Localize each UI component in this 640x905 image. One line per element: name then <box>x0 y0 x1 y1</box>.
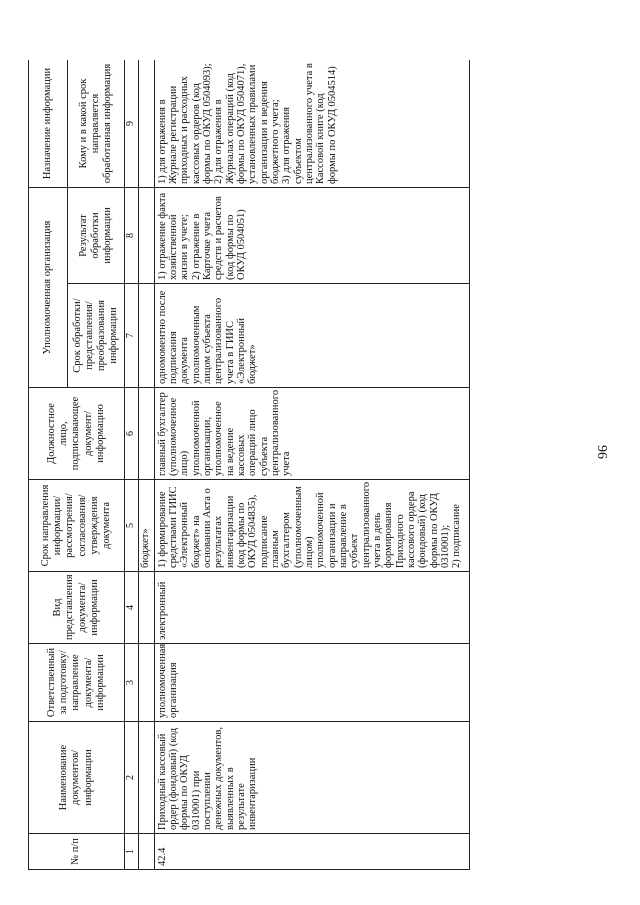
document-table <box>28 60 470 870</box>
signer-cell: главный бухгалтер (уполномоченное лицо) уполномоченной организации, уполномоченное на ведение кассовых операций лицо субъекта централизованного учета <box>154 388 469 480</box>
header-col-processing-deadline: Срок обработки/ представления/ преобразования информации <box>68 284 125 388</box>
continuation-deadline-cell: бюджет» <box>138 480 154 572</box>
column-number: 3 <box>125 644 139 722</box>
column-number: 5 <box>125 480 139 572</box>
column-number: 6 <box>125 388 139 480</box>
header-col-result: Результат обработки информации <box>68 188 125 284</box>
responsible-cell: уполномоченная организация <box>154 644 469 722</box>
document-sheet <box>28 60 548 870</box>
header-group-purpose: Назначение информации <box>29 60 68 188</box>
header-col-signer: Должностное лицо, подписывающее документ/ информацию <box>29 388 125 480</box>
deadline-cell: 1) формирование средствами ГИИС «Электронный бюджет» на основании Акта о результатах инвентаризации (код формы по ОКУД 0504835), подписание главным бухгалтером (уполномоченным лицом) уполномоченной организации и направление в субъект централизованного учета в день формирования Приходного кассового ордера (фондовый) (код формы по ОКУД 0310001); 2) подписание <box>154 480 469 572</box>
page-number: 96 <box>594 445 609 459</box>
column-number: 2 <box>125 722 139 834</box>
column-number: 8 <box>125 188 139 284</box>
header-group-authorized-org: Уполномоченная организация <box>29 188 68 388</box>
header-col-name: Наименование документов/ информации <box>29 722 125 834</box>
header-col-recipient: Кому и в какой срок направляется обработанная информация <box>68 60 125 188</box>
form-cell: электронный <box>154 572 469 644</box>
column-numbers-row <box>125 60 139 870</box>
rotated-table-container <box>28 60 548 870</box>
recipient-cell: 1) для отражения в Журнале регистрации приходных и расходных кассовых ордеров (код формы по ОКУД 0504093); 2) для отражения в Журналах операций (код формы по ОКУД 0504071), установленных правилами организации и ведения бюджетного учета; 3) для отражения субъектом централизованного учета в Кассовой книге (код формы по ОКУД 0504514) <box>154 60 469 188</box>
processing-deadline-cell: одномоментно после подписания документа уполномоченным лицом субъекта централизованного учета в ГИИС «Электронный бюджет» <box>154 284 469 388</box>
column-number: 7 <box>125 284 139 388</box>
row-number-cell: 42.4 <box>154 834 469 870</box>
column-number: 1 <box>125 834 139 870</box>
header-col-form: Вид представления документа/ информации <box>29 572 125 644</box>
continuation-row <box>138 60 154 870</box>
header-col-responsible: Ответственный за подготовку/ направление документа/ информации <box>29 644 125 722</box>
header-col-deadline: Срок направления информации/ рассмотрения/ согласования/ утверждения документа <box>29 480 125 572</box>
document-name-cell: Приходный кассовый ордер (фондовый) (код формы по ОКУД 0310001) при поступлении денежных документов, выявленных в результате инвентаризации <box>154 722 469 834</box>
column-number: 9 <box>125 60 139 188</box>
result-cell: 1) отражение факта хозяйственной жизни в учете; 2) отражение в Карточке учета средств и расчетов (код формы по ОКУД 0504051) <box>154 188 469 284</box>
table-row <box>154 60 469 870</box>
column-number: 4 <box>125 572 139 644</box>
header-col-number: № п/п <box>29 834 125 870</box>
